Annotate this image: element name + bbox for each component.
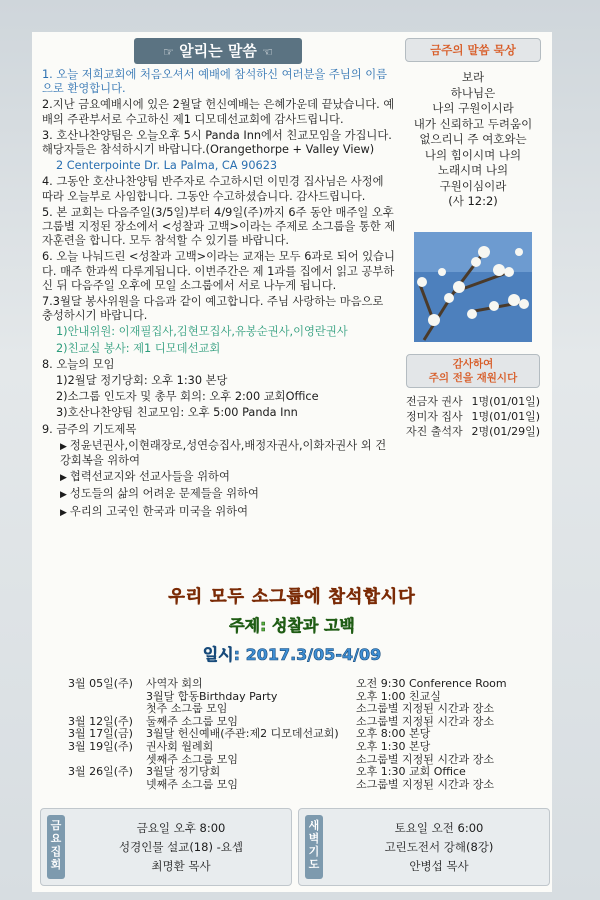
notice-item: 4. 그동안 호산나찬양팀 반주자로 수고하시던 이민경 집사님은 사정에 따라 오늘부로 사임합니다. 그동안 수고하셨습니다. 감사드립니다. [42, 175, 384, 203]
verse-line: 없으리니 주 여호와는 [419, 132, 527, 146]
notice-item: ▶ 협력선교지와 선교사들을 위하여 [42, 470, 396, 485]
offering-list [406, 394, 540, 439]
friday-preacher: 최명환 목사 [151, 859, 211, 873]
schedule-row [68, 741, 548, 754]
schedule-note: 소그룹별 지정된 시간과 장소 [356, 702, 495, 716]
verse-text [400, 70, 546, 210]
offering-name: 정미자 집사 [406, 409, 463, 423]
notices-section [32, 32, 396, 592]
offering-row [406, 394, 540, 409]
banner-dates: 일시: 2017.3/05-4/09 [202, 645, 382, 664]
verse-line: 노래시며 나의 [437, 163, 509, 177]
schedule-note: 오후 1:30 교회 Office [356, 765, 466, 779]
schedule-date [68, 779, 146, 792]
schedule-note: 오전 9:30 Conference Room [356, 677, 507, 690]
notices-title [134, 38, 302, 64]
notice-item: 5. 본 교회는 다음주일(3/5일)부터 4/9일(주)까지 6주 동안 매주일 오후 그룹별 지정된 장소에서 <성찰과 고백>이라는 주제로 소그룹을 통한 제자훈련을 합니다. 모두 참석할 수 있기를 바랍니다. [42, 205, 396, 248]
schedule-event: 셋째주 소그룹 모임 [146, 752, 239, 766]
pointing-hand-right-icon: ☞ [163, 45, 174, 59]
blossom-photo [414, 232, 532, 342]
friday-service-box [40, 808, 292, 886]
dawn-time: 토요일 오전 6:00 [394, 821, 484, 835]
notice-item: 3. 호산나찬양팀은 오늘오후 5시 Panda Inn에서 친교모임을 가집니다.해당자들은 참석하시기 바랍니다.(Orangethorpe + Valley View) [42, 128, 392, 157]
schedule-row [68, 754, 548, 767]
schedule-date [68, 703, 146, 716]
schedule-note: 오후 8:00 본당 [356, 727, 431, 741]
pointing-hand-left-icon: ☜ [262, 45, 273, 59]
schedule-note: 소그룹별 지정된 시간과 장소 [356, 777, 495, 791]
verse-line: (사 12:2) [448, 194, 498, 208]
verse-line: 보라 [461, 70, 485, 84]
banner-theme: 주제: 성찰과 고백 [229, 616, 355, 635]
schedule-date [68, 691, 146, 704]
offering-amount: 2명(01/29일) [471, 424, 540, 438]
offering-title-line2: 주의 전을 재원시다 [428, 371, 518, 384]
dawn-prayer-info [339, 819, 539, 876]
schedule-date: 3월 26일(주) [68, 765, 133, 779]
offering-amount: 1명(01/01일) [471, 394, 540, 408]
schedule-date: 3월 05일(주) [68, 677, 133, 690]
schedule-row [68, 703, 548, 716]
offering-title [406, 354, 540, 388]
schedule-note: 소그룹별 지정된 시간과 장소 [356, 714, 495, 728]
schedule-event: 사역자 회의 [146, 677, 203, 690]
banner-headline: 우리 모두 소그룹에 참석합시다 [168, 587, 416, 607]
verse-line: 구원이심이라 [439, 178, 507, 193]
offering-title-line1: 감사하여 [452, 357, 494, 370]
schedule-event: 둘째주 소그룹 모임 [146, 714, 239, 728]
verse-line: 하나님은 [450, 85, 496, 100]
notice-item: ▶ 정윤년권사,이현래장로,성연승집사,배정자권사,이화자권사 외 건강회복을 위하여 [42, 439, 396, 468]
offering-row [406, 424, 540, 439]
offering-row [406, 409, 540, 424]
notice-list [42, 68, 396, 522]
notice-item: 2 Centerpointe Dr. La Palma, CA 90623 [56, 159, 278, 173]
blossom-photo-svg [414, 232, 532, 342]
dawn-preacher: 안병섭 목사 [409, 859, 469, 873]
dawn-prayer-label: 새벽기도 [305, 815, 323, 879]
notice-item: 1)안내위원: 이재필집사,김현모집사,유봉순권사,이영란권사 [56, 325, 348, 339]
schedule-row [68, 728, 548, 741]
schedule-event: 3월달 합동Birthday Party [146, 689, 278, 703]
offering-name: 자진 출석자 [406, 424, 463, 438]
schedule-event: 권사회 월례회 [146, 739, 214, 753]
dawn-sermon: 고린도전서 강해(8강) [384, 840, 494, 854]
notice-item: 8. 오늘의 모임 [42, 357, 115, 371]
schedule-date: 3월 12일(주) [68, 714, 133, 728]
friday-time: 금요일 오후 8:00 [136, 821, 226, 835]
schedule-date: 3월 17일(금) [68, 727, 133, 741]
schedule-note: 소그룹별 지정된 시간과 장소 [356, 752, 495, 766]
dawn-prayer-box [298, 808, 550, 886]
schedule-event: 3월달 정기당회 [146, 765, 221, 779]
schedule-note: 오후 1:30 본당 [356, 739, 431, 753]
schedule-event: 3월달 헌신예배(주관:제2 디모데선교회) [146, 727, 339, 741]
schedule-row [68, 779, 548, 792]
verse-title: 금주의 말씀 묵상 [405, 38, 541, 62]
notice-item: ▶ 성도들의 삶의 어려운 문제들을 위하여 [42, 487, 396, 502]
schedule-note: 오후 1:00 친교실 [356, 689, 441, 703]
schedule-date: 3월 19일(주) [68, 739, 133, 753]
notice-item: 1. 오늘 저희교회에 처음오셔서 예배에 참석하신 여러분을 주님의 이름으로 환영합니다. [42, 68, 388, 96]
bulletin-page [32, 32, 552, 892]
notices-title-text: 알리는 말씀 [179, 42, 257, 60]
notice-item: 9. 금주의 기도제목 [42, 422, 137, 436]
notice-item: 7.3월달 봉사위원을 다음과 같이 예고합니다. 주님 사랑하는 마음으로 충성하시기 바랍니다. [42, 295, 384, 323]
friday-sermon: 성경인물 설교(18) -요셉 [119, 840, 243, 854]
notice-item: 6. 오늘 나눠드린 <성찰과 고백>이라는 교재는 모두 6과로 되어 있습니다. 매주 한과씩 다루게됩니다. 이번주간은 제 1과를 집에서 읽고 공부하신 뒤 다음주일 오후에 모일 소그룹에서 서로 나누게 됩니다. [42, 250, 395, 292]
verse-line: 내가 신뢰하고 두려움이 [413, 116, 533, 131]
schedule-table [68, 678, 548, 791]
schedule-event: 첫주 소그룹 모임 [146, 702, 228, 716]
friday-service-label: 금요집회 [47, 815, 65, 879]
notice-item: ▶ 우리의 고국인 한국과 미국을 위하여 [42, 505, 396, 520]
notice-item: 2)소그룹 인도자 및 총무 회의: 오후 2:00 교회Office [56, 390, 319, 404]
notice-item: 2)친교실 봉사: 제1 디모데선교회 [56, 341, 221, 355]
schedule-event: 넷째주 소그룹 모임 [146, 777, 239, 791]
notice-item: 3)호산나찬양팀 친교모임: 오후 5:00 Panda Inn [56, 406, 298, 420]
schedule-row [68, 766, 548, 779]
offering-amount: 1명(01/01일) [471, 409, 540, 423]
small-group-banner [32, 582, 552, 665]
schedule-row [68, 678, 548, 691]
notice-item: 2.지난 금요예배시에 있은 2월달 헌신예배는 은혜가운데 끝났습니다. 예배의 주관부서로 수고하신 제1 디모데선교회에 감사드립니다. [42, 98, 395, 126]
offering-name: 전금자 권사 [406, 394, 463, 408]
friday-service-info [81, 819, 281, 876]
verse-line: 나의 힘이시며 나의 [424, 147, 522, 162]
notice-item: 1)2월달 정기당회: 오후 1:30 본당 [56, 374, 228, 388]
sidebar [400, 32, 546, 439]
verse-line: 나의 구원이시라 [432, 101, 514, 115]
